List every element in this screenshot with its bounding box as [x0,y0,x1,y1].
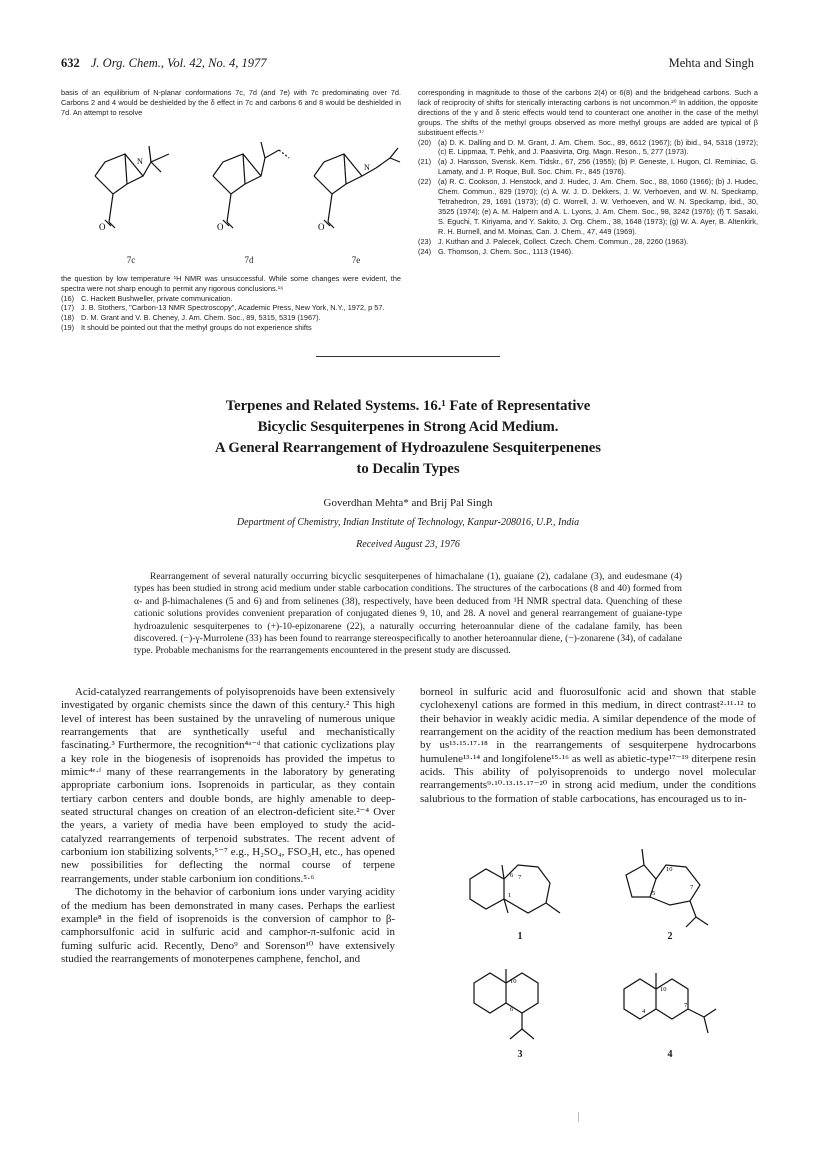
structure-7e [306,124,406,274]
locant: 7 [518,874,522,881]
structure-7c [81,124,181,274]
footnote-19: (19) It should be pointed out that the methyl groups do not experience shifts [61,323,312,333]
structure-row-7 [61,124,401,274]
footnotes-left [61,294,401,334]
journal-citation: J. Org. Chem., Vol. 42, No. 4, 1977 [90,56,267,70]
running-head-authors: Mehta and Singh [668,56,754,70]
article-abstract: Rearrangement of several naturally occurring bicyclic sesquiterpenes of himachalane (1), guaiane (2), cadalane (3), and eudesmane (4) types has been studied in strong acid medium under stable carbocation conditions. The structures of the carbocations (8 and 40) formed from α- and β-himachalenes (5 and 6) and from selinenes (38), respectively, have been deduced from ¹H NMR spectral data. Quenching of these cationic solutions provides convenient preparation of conjugated dienes 9, 10, and 28. A novel and general rearrangement of guaiane-type hydroazulenic sesquiterpenes to (+)-10-epizonarene (22), a naturally occurring heteroannular diene of the cadalane family, has been discovered. (−)-γ-Murrolene (33) has been found to rearrange stereospecifically to another heteroannular diene, (−)-zonarene (34), of cadalane type. Probable mechanisms for the rearrangements encountered in the present study are discussed. [134,571,682,657]
locant: 1 [508,892,512,899]
compound-1-drawing [450,835,590,931]
article-authors: Goverdhan Mehta* and Brij Pal Singh [323,497,493,509]
compound-structures [450,835,756,1065]
running-head-left [61,56,266,71]
structure-7d [199,124,299,274]
compound-1 [450,835,590,945]
structure-7d-label: 7d [244,254,254,265]
locant: 7 [690,884,694,891]
page-mark [578,1112,579,1122]
compound-2 [600,835,740,945]
structure-7e-drawing [306,124,406,254]
locant: 10 [666,866,673,873]
svg-text:O: O [99,221,106,232]
footnote-22: (22) (a) R. C. Cookson, J. Henstock, and J. Hudec, J. Am. Chem. Soc., 88, 1060 (1966); (b) J. Hudec, Chem. Commun., 829 (1970); (c) A. W. J. D. Dekkers, J. W. Verhoeven, and W. N. Speckamp, Tetrahedron, 29, 1691 (1973); (d) C. Worrell, J. W. Verhoeven, and W. N. Speckamp, ibid., 30, 3525 (1974); (e) A. M. Halpern and A. L. Lyons, J. Am. Chem. Soc., 98, 3242 (1976); (f) T. Sasaki, S. Eguchi, T. Kiriyama, and Y. Sakito, J. Org. Chem., 38, 1648 (1973); (g) W. A. Ayer, B. Altenkirk, R. H. Burnell, and M. Moinas, Can. J. Chem., 47, 449 (1969). [418,177,758,236]
svg-text:N: N [364,162,370,172]
footnote-24: (24) G. Thomson, J. Chem. Soc., 1113 (1946). [418,246,574,256]
footnote-18: (18) D. M. Grant and V. B. Cheney, J. Am. Chem. Soc., 89, 5315, 5319 (1967). [61,313,321,323]
article-received-date: Received August 23, 1976 [356,539,460,550]
article-title-line: to Decalin Types [356,461,460,477]
footnote-21: (21) (a) J. Hansson, Svensk. Kem. Tidskr., 67, 256 (1955); (b) P. Geneste, I. Hugon, Cl. Reminiac, G. Lamaty, and J. P. Roque, Bull. Soc. Chim. Fr., 845 (1976). [418,157,758,177]
locant: 10 [510,978,517,985]
compound-2-drawing [600,835,740,931]
article-affiliation: Department of Chemistry, Indian Institute of Technology, Kanpur-208016, U.P., India [236,517,580,528]
prev-article-right-column [418,88,758,256]
compound-3 [450,953,590,1063]
svg-text:O: O [217,221,224,232]
article-title [100,396,716,480]
body-paragraph: borneol in sulfuric acid and fluorosulfonic acid and shown that stable cyclohexenyl cations are formed in this medium, in direct contrast²·¹¹·¹² to their behavior in weakly acidic media. A similar dependence of the mode of rearrangement on the acidity of the reaction medium has been demonstrated by us¹³·¹⁵·¹⁷·¹⁸ in the rearrangements of sesquiterpene hydrocarbons humulene¹³·¹⁴ and longifolene¹⁵·¹⁶ as well as abietic-type¹⁷⁻¹⁹ diterpene resin acids. This ability of polyisoprenoids to undergo novel molecular rearrangements⁹·¹⁰·¹³·¹⁵·¹⁷⁻²⁰ in strong acid medium, under the conditions salubrious to the formation of stable carbocations, has encouraged us to in- [420,686,756,805]
locant: 5 [652,890,656,897]
prev-article-paragraph-continued: the question by low temperature ¹H NMR was unsuccessful. While some changes were evident, the spectra were not sharp enough to permit any rigorous conclusions.¹⁶ [61,273,401,293]
compound-4-drawing [600,953,740,1049]
prev-article-left-column [61,88,401,333]
prev-article-paragraph: basis of an equilibrium of N-planar conformations 7c, 7d (and 7e) with 7c predominating over 7d. Carbons 2 and 4 would be deshielded by the δ effect in 7c and carbons 6 and 8 would be deshielded in 7d. An attempt to resolve [61,88,401,117]
prev-article-right-paragraph: corresponding in magnitude to those of the carbons 2(4) or 6(8) and the bridgehead carbons. Such a lack of reciprocity of shifts for sterically interacting carbons is not uncommon.²⁰ In addition, the opposite directions of the γ and δ steric effects would tend to counteract one another in the case of the methyl groups. The shifts of the methyl groups observed as more methyl groups are added are typical of β substituent effects.¹⁷ [418,88,758,137]
compound-2-label: 2 [667,931,673,942]
body-right-column [420,686,756,806]
locant: 6 [510,872,514,879]
footnotes-right [418,138,758,257]
body-left-column [61,686,395,966]
page-number: 632 [61,56,80,70]
footnote-17: (17) J. B. Stothers, "Carbon-13 NMR Spectroscopy", Academic Press, New York, N.Y., 1972, p 57. [61,303,385,313]
article-title-line: Terpenes and Related Systems. 16.¹ Fate of Representative [225,398,591,414]
footnote-20: (20) (a) D. K. Dalling and D. M. Grant, J. Am. Chem. Soc., 89, 6612 (1967); (b) ibid., 94, 5318 (1972); (c) E. Lippmaa, T. Pehk, and J. Paasivirta, Org. Magn. Reson., 5, 277 (1973). [418,137,758,157]
compound-4 [600,953,740,1063]
compound-1-label: 1 [517,931,523,942]
article-separator-rule [316,356,500,357]
article-title-line: A General Rearrangement of Hydroazulene Sesquiterpenenes [214,440,602,456]
footnote-16: (16) C. Hackett Bushweller, private communication. [61,293,233,303]
structure-7c-drawing [81,124,181,254]
structure-7e-label: 7e [351,254,361,265]
compound-4-label: 4 [667,1049,673,1060]
svg-text:N: N [137,156,143,166]
footnote-23: (23) J. Kuthan and J. Palecek, Collect. Czech. Chem. Commun., 28, 2260 (1963). [418,236,689,246]
svg-text:O: O [318,221,325,232]
body-paragraph: The dichotomy in the behavior of carbonium ions under varying acidity of the medium has been demonstrated in many cases. Perhaps the earliest example⁸ in the field of isoprenoids is the conversion of camphor to β-camphorsulfonic acid in sulfuric acid and camphor-π-sulfonic acid in fuming sulfuric acid. Recently, Deno⁹ and Sorenson¹⁰ have extensively studied the rearrangements of monoterpenes camphene, fenchol, and [61,886,395,965]
locant: 6 [510,1006,514,1013]
article-title-line: Bicyclic Sesquiterpenes in Strong Acid Medium. [257,419,559,435]
locant: 10 [660,986,667,993]
body-paragraph: Acid-catalyzed rearrangements of polyisoprenoids have been extensively investigated by organic chemists since the dawn of this century.² This high level of interest has been sustained by the unraveling of numerous unique rearrangements that are synthetically useful and mechanistically fascinating.³ Furthermore, the recognition⁴ᵃ⁻ᵈ that cationic cyclizations play a key role in the biogenesis of isoprenoids has provided the impetus to mimic⁴ᵉ·ᶠ many of these rearrangements in the laboratory by generating appropriate carbonium ions. Isoprenoids in particular, as they contain tertiary carbon centers and double bonds, are highly amenable to deep-seated structural changes on creation of an electron-deficient site.²⁻⁴ Over the years, a variety of media have been employed to study the acid-catalyzed rearrangements of terpenoid substrates. The recent advent of carbonium ion stabilizing solvents,⁵⁻⁷ e.g., H₂SO₄, FSO₃H, etc., has opened new possibilities for deflecting the normal course of terpene rearrangements, under stable carbonium ion conditions.⁵·⁶ [61,686,395,885]
structure-7c-label: 7c [126,254,136,265]
structure-7d-drawing [199,124,299,254]
compound-3-drawing [450,953,590,1049]
locant: 7 [684,1002,688,1009]
running-head [61,56,754,76]
locant: 4 [642,1008,646,1015]
compound-3-label: 3 [517,1049,523,1060]
